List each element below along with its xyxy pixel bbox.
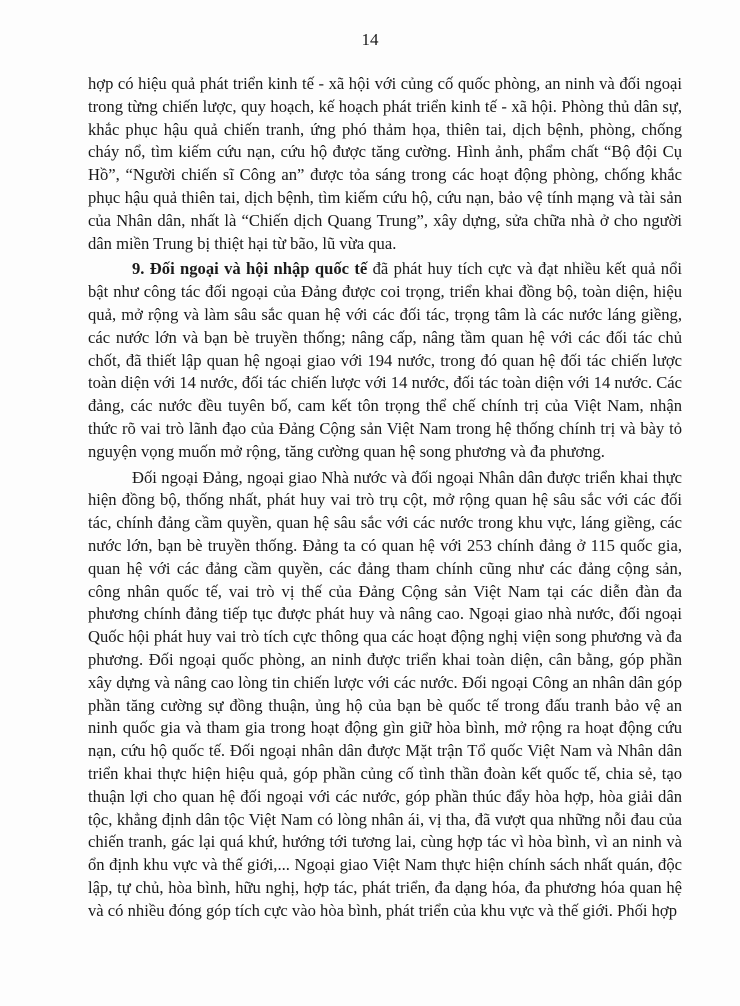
section-heading-foreign-affairs: 9. Đối ngoại và hội nhập quốc tế xyxy=(132,259,368,279)
paragraph-security-defense: hợp có hiệu quả phát triển kinh tế - xã hội với củng cố quốc phòng, an ninh và đối ngoại trong từng chiến lược, quy hoạch, kế hoạch phát triển kinh tế - xã hội. Phòng thủ dân sự, khắc phục hậu quả chiến tranh, ứng phó thảm họa, thiên tai, dịch bệnh, phòng, chống cháy nổ, tìm kiếm cứu nạn, cứu hộ được tăng cường. Hình ảnh, phẩm chất “Bộ đội Cụ Hồ”, “Người chiến sĩ Công an” được tỏa sáng trong các hoạt động phòng, chống khắc phục hậu quả thiên tai, dịch bệnh, tìm kiếm cứu hộ, cứu nạn, bảo vệ tính mạng và tài sản của Nhân dân, nhất là “Chiến dịch Quang Trung”, xây dựng, sửa chữa nhà ở cho người dân miền Trung bị thiệt hại từ bão, lũ vừa qua. xyxy=(88,74,682,253)
document-body xyxy=(88,73,682,925)
page-number: 14 xyxy=(361,30,379,49)
paragraph-foreign-affairs xyxy=(88,258,682,463)
paragraph-foreign-affairs-body: đã phát huy tích cực và đạt nhiều kết quả nổi bật như công tác đối ngoại của Đảng được coi trọng, triển khai đồng bộ, toàn diện, hiệu quả, mở rộng và làm sâu sắc quan hệ với các đối tác, trọng tâm là các nước láng giềng, các nước lớn và bạn bè truyền thống; nâng cấp, nâng tầm quan hệ với các đối tác chủ chốt, đã thiết lập quan hệ ngoại giao với 194 nước, trong đó quan hệ đối tác chiến lược toàn diện với 14 nước, đối tác chiến lược với 14 nước, đối tác toàn diện với 14 nước. Các đảng, các nước đều tuyên bố, cam kết tôn trọng thể chế chính trị của Việt Nam, nhận thức rõ vai trò lãnh đạo của Đảng Cộng sản Việt Nam trong hệ thống chính trị và bày tỏ nguyện vọng muốn mở rộng, tăng cường quan hệ song phương và đa phương. xyxy=(88,259,682,461)
paragraph-party-state-diplomacy: Đối ngoại Đảng, ngoại giao Nhà nước và đối ngoại Nhân dân được triển khai thực hiện đồng bộ, thống nhất, phát huy vai trò trụ cột, mở rộng quan hệ sâu sắc với các đối tác, chính đảng cầm quyền, quan hệ sâu sắc với các nước trong khu vực, láng giềng, các nước lớn, bạn bè truyền thống. Đảng ta có quan hệ với 253 chính đảng ở 115 quốc gia, quan hệ với các đảng cầm quyền, các đảng tham chính cũng như các đảng cộng sản, công nhân quốc tế, vai trò vị thế của Đảng Cộng sản Việt Nam tại các diễn đàn đa phương chính đảng tiếp tục được phát huy và nâng cao. Ngoại giao nhà nước, đối ngoại Quốc hội phát huy vai trò tích cực thông qua các hoạt động nghị viện song phương và đa phương. Đối ngoại quốc phòng, an ninh được triển khai toàn diện, cân bằng, góp phần xây dựng và nâng cao lòng tin chiến lược với các nước. Đối ngoại Công an nhân dân góp phần tăng cường sự đồng thuận, ủng hộ của bạn bè quốc tế trong đấu tranh bảo vệ an ninh quốc gia và tham gia trong hoạt động gìn giữ hòa bình, mở rộng ra hoạt động cứu nạn, cứu hộ quốc tế. Đối ngoại nhân dân được Mặt trận Tổ quốc Việt Nam và Nhân dân triển khai thực hiện hiệu quả, góp phần củng cố tình thần đoàn kết quốc tế, chia sẻ, tạo thuận lợi cho quan hệ đối ngoại với các nước, góp phần thúc đẩy hòa hợp, hòa giải dân tộc, khẳng định dân tộc Việt Nam có lòng nhân ái, vị tha, đã vượt qua những nỗi đau của chiến tranh, gác lại quá khứ, hướng tới tương lai, cùng hợp tác vì hòa bình, vì an ninh và ổn định khu vực và thế giới,... Ngoại giao Việt Nam thực hiện chính sách nhất quán, độc lập, tự chủ, hòa bình, hữu nghị, hợp tác, phát triển, đa dạng hóa, đa phương hóa quan hệ và có nhiều đóng góp tích cực vào hòa bình, phát triển của khu vực và thế giới. Phối hợp xyxy=(88,467,682,920)
